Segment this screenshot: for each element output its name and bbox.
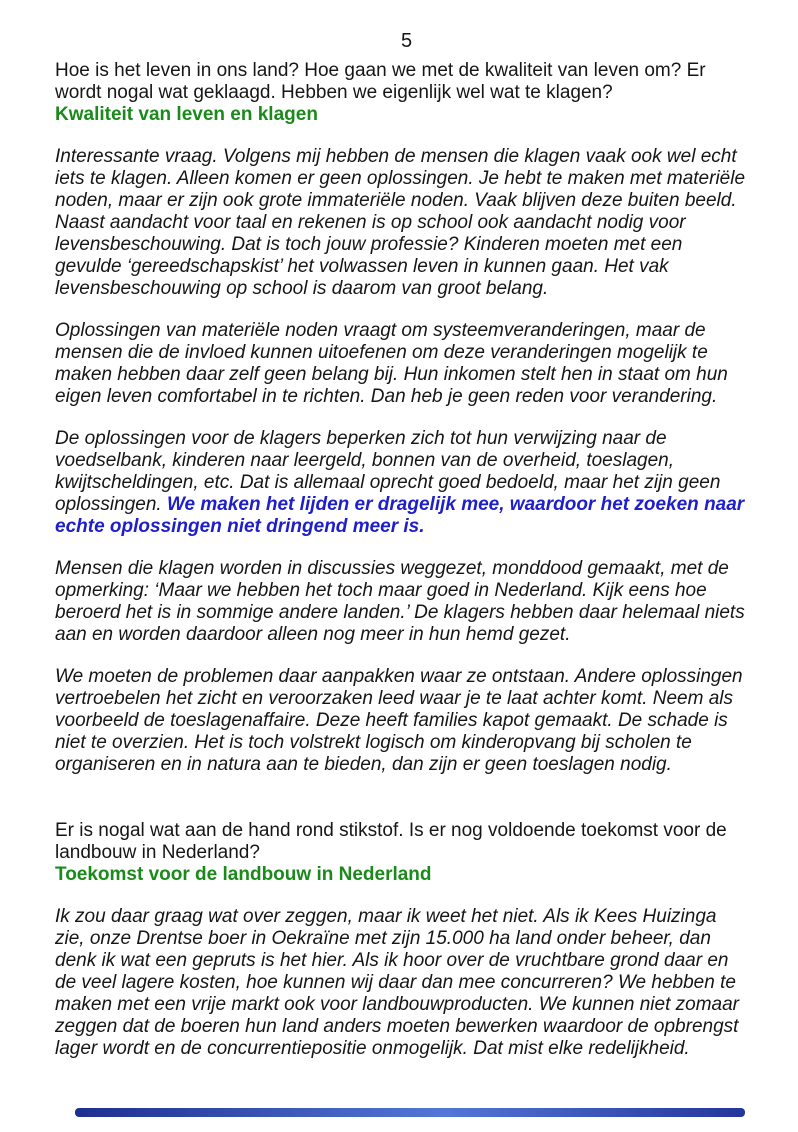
text-line: gevulde ‘gereedschapskist’ het volwassen leven in kunnen gaan. Het vak (55, 256, 669, 277)
text-line: lager wordt en de concurrentiepositie onmogelijk. Dat mist elke redelijkheid. (55, 1038, 690, 1059)
text-line: voedselbank, kinderen naar leergeld, bonnen van de overheid, toeslagen, (55, 450, 675, 471)
text-segment: oplossingen. (55, 494, 167, 515)
text-line: landbouw in Nederland? (55, 842, 260, 863)
text-line: zeggen dat de boeren hun land anders moeten bewerken waardoor de opbrengst (55, 1016, 739, 1037)
answer-paragraph-4 (55, 558, 758, 646)
text-line: levensbeschouwing op school is daarom van groot belang. (55, 278, 549, 299)
answer-paragraph-1 (55, 146, 758, 300)
interviewer-question-2 (55, 820, 758, 864)
section-heading-kwaliteit: Kwaliteit van leven en klagen (55, 104, 318, 125)
text-line: Interessante vraag. Volgens mij hebben de mensen die klagen vaak ook wel echt (55, 146, 737, 167)
text-line: levensbeschouwing. Dat is toch jouw professie? Kinderen moeten met een (55, 234, 683, 255)
text-line: zie, onze Drentse boer in Oekraïne met zijn 15.000 ha land onder beheer, dan (55, 928, 711, 949)
text-line: niet te overzien. Het is toch volstrekt logisch om kinderopvang bij scholen te (55, 732, 692, 753)
text-line: Er is nogal wat aan de hand rond stikstof. Is er nog voldoende toekomst voor de (55, 820, 727, 841)
text-line: kwijtscheldingen, etc. Dat is allemaal oprecht goed bedoeld, maar het zijn geen (55, 472, 721, 493)
interviewer-question-1 (55, 60, 758, 104)
text-line: wordt nogal wat geklaagd. Hebben we eigenlijk wel wat te klagen? (55, 82, 613, 103)
text-line: noden, maar er zijn ook grote immateriële noden. Vaak blijven deze buiten beeld. (55, 190, 737, 211)
text-line: opmerking: ‘Maar we hebben het toch maar goed in Nederland. Kijk eens hoe (55, 580, 707, 601)
text-line: De oplossingen voor de klagers beperken zich tot hun verwijzing naar de (55, 428, 667, 449)
section-heading-landbouw: Toekomst voor de landbouw in Nederland (55, 864, 432, 885)
text-line: aan en worden daardoor alleen nog meer in hun hemd gezet. (55, 624, 571, 645)
text-line: Naast aandacht voor taal en rekenen is op school ook aandacht nodig voor (55, 212, 686, 233)
text-line-mixed (55, 494, 758, 516)
text-line: voorbeeld de toeslagenaffaire. Deze heeft families kapot gemaakt. De schade is (55, 710, 728, 731)
text-line: iets te klagen. Alleen komen er geen oplossingen. Je hebt te maken met materiële (55, 168, 746, 189)
text-line: maken met een vrije markt ook voor landbouwproducten. We kunnen niet zomaar (55, 994, 740, 1015)
text-line: Hoe is het leven in ons land? Hoe gaan we met de kwaliteit van leven om? Er (55, 60, 706, 81)
footer-decoration-bar (75, 1108, 745, 1117)
text-line: vertroebelen het zicht en veroorzaken leed waar je te laat achter komt. Neem als (55, 688, 734, 709)
text-line: eigen leven comfortabel in te richten. Dan heb je geen reden voor verandering. (55, 386, 718, 407)
answer-paragraph-6 (55, 906, 758, 1060)
answer-paragraph-2 (55, 320, 758, 408)
text-line: maken hebben daar zelf geen belang bij. Hun inkomen stelt hen in staat om hun (55, 364, 728, 385)
text-line: organiseren en in natura aan te bieden, dan zijn er geen toeslagen nodig. (55, 754, 672, 775)
text-line: We moeten de problemen daar aanpakken waar ze ontstaan. Andere oplossingen (55, 666, 743, 687)
emphasis-text-segment: We maken het lijden er dragelijk mee, waardoor het zoeken naar (166, 494, 745, 515)
page-number: 5 (400, 30, 413, 52)
answer-paragraph-5 (55, 666, 758, 776)
emphasis-text-line: echte oplossingen niet dringend meer is. (55, 516, 425, 537)
text-line: Oplossingen van materiële noden vraagt om systeemveranderingen, maar de (55, 320, 706, 341)
answer-paragraph-3 (55, 428, 758, 538)
text-line: denk ik wat een gepruts is het hier. Als ik hoor over de vruchtbare grond daar en (55, 950, 729, 971)
text-line: Mensen die klagen worden in discussies weggezet, monddood gemaakt, met de (55, 558, 729, 579)
text-line: mensen die de invloed kunnen uitoefenen om deze veranderingen mogelijk te (55, 342, 708, 363)
text-line: de veel lagere kosten, hoe kunnen wij daar dan mee concurreren? We hebben te (55, 972, 736, 993)
text-line: beroerd het is in sommige andere landen.’ De klagers hebben daar helemaal niets (55, 602, 745, 623)
text-line: Ik zou daar graag wat over zeggen, maar ik weet het niet. Als ik Kees Huizinga (55, 906, 717, 927)
